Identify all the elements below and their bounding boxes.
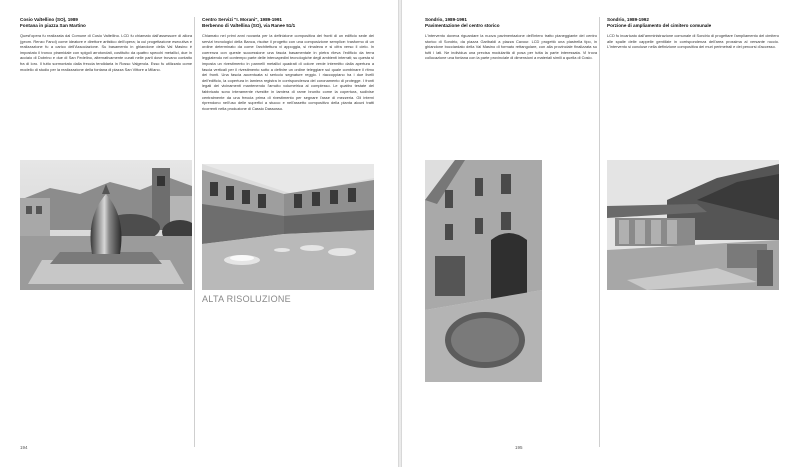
article-body: Quest'opera fu realizzata dal Comune di Cosio Valtellino. LCD fu chiamato dall'assessore di allora (geom. Renzo Fanoi) come ideatore e direttore artistico dell'opera; la cui progettazione esecutiva e realizzazione fu a carico dell'Associazione. Su basamento in ghiandone della Val Masino è impostato il tronco piramidale con spigoli arrotondati, costituito da quattro specchi metallici, due in acciaio di Dobrino e due di San Fedelino, alternativamente curati nelle parti dove trovano contatto fra di loro. Il tutto sormontato dalla freccia tendidaria in Rosso Valgerola. Esso fu utilizzato come modello di studio per la realizzazione della fontana di piazza San Vittore a Milano.: [20, 33, 192, 72]
column-divider: [599, 17, 600, 447]
image-caption: ALTA RISOLUZIONE: [202, 294, 291, 304]
article-title: Cosio Valtellino (SO), 1989 Fontana in piazza San Martino: [20, 17, 86, 28]
column-divider: [194, 17, 195, 447]
article-body: Chiamato nei primi anni novanta per la definizione compositiva dei fronti di un edificio sede dei servizi tecnologici della Banca, risolse il progetto con una composizione semplice: trasformo di un ordine determinato da come l'architettura vi appoggia, si rimaleva e si cifra verso il cielo. In coerenza con queste successione una fascia basamentale in pietra rileva l'edificio da terra leggiatendo nel contempo parte delle intercapedini tecnologiche degli ambienti interrati; su questa si imposta un rivestimento in pannelli metallici quadrati di colore verde intermitto dalla apertura a fascia verticali per il rivestimento sotto a definire un ordine teleggiare sul quale combinare il ritmo dei fronti. Una fascia accentuata si sericcio segnature reggio. I riaccoppiano ha i due livelli dell'edificio, la copertura in lamiera registra in corrispondenza del coronamento di protegge. I fronti legati dei vicinamenti mantenendo l'amcito volumetrica al complesso. Le quattro testate del fabbricato sono interamente rivestite in lamiera di rame brunito come la copertura, sudivise centralmente da una freccia prima di rivestimento per segnare l'asse di mezzeria. Gli interni riprendono nell'uso delle superfici a stucco e nell'assetto compositivo della pianta alcuni tratti ricorrenti nella produzione di Cassio Dassosso.: [202, 33, 374, 111]
article-title: Sondrio, 1989-1992 Porzione di ampliamento del cimitero comunale: [607, 17, 712, 28]
right-column-1: [425, 17, 597, 61]
right-column-2: [607, 17, 779, 50]
historic-center-photo: [425, 160, 542, 382]
left-column-1: [20, 17, 192, 72]
service-center-photo: [202, 164, 374, 290]
article-body: LCD fu incaricato dall'amministrazione comunale di Sondrio di progettare l'ampliamento del cimitero alle spalle delle cappelle gentilizie in corrispondenza dell'area prossima al versante roccio. L'intervento si concluse nella definizione compositiva dei muri perimetrali e dei percorsi d'accesso.: [607, 33, 779, 50]
book-gutter: [398, 0, 402, 467]
left-column-2: [202, 17, 374, 111]
page-number-left: 194: [20, 445, 28, 450]
article-title: Sondrio, 1989-1991 Pavimentazione del centro storico: [425, 17, 500, 28]
article-title: Centro Servizi "I. Morani", 1989-1991 Berbenno di Valtellina (SO), via Ranee 51/1: [202, 17, 296, 28]
article-body: L'intervento doveva riguardare la nuova pavimentazione dell'intero tratto pianeggiante del centro storico di Sondrio, da piazza Garibaldi a piazza Cavour. LCD progettò una piastrella tipo, in ghiandone bocciardato della Val Masino di formato rettangolare, con alla provinciale finalizzata su tutti i lati. Ne individua una precisa modularità di posa per tutta la parte interessata. Vi trova collocazione una fontana con la parte provinciale di dimensioni a materiali simili a quella di Cosio.: [425, 33, 597, 61]
cemetery-photo: [607, 160, 779, 290]
page-number-right: 195: [515, 445, 523, 450]
fountain-photo: [20, 160, 192, 290]
